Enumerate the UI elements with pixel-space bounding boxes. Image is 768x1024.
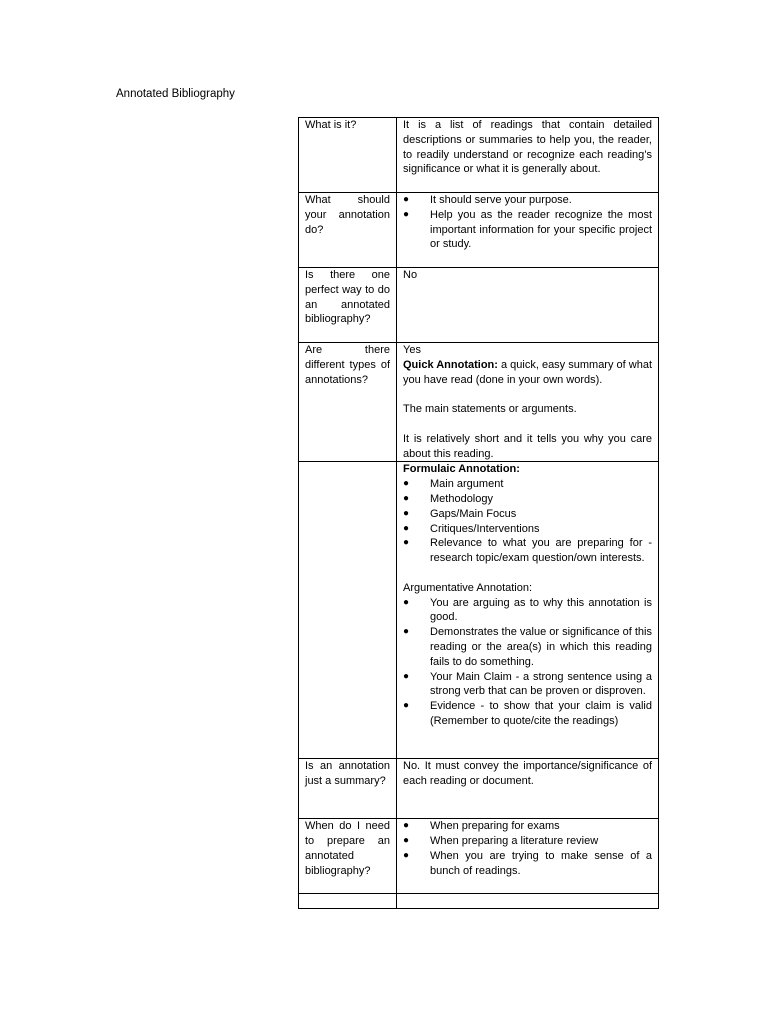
quick-annotation-label: Quick Annotation:: [403, 358, 498, 371]
answer-cell: [397, 894, 659, 909]
question-cell: [299, 462, 397, 759]
list-item: ● Demonstrates the value or significance of this reading or the area(s) in which this reading fails to do something.: [403, 625, 652, 669]
answer-cell: [397, 819, 659, 894]
answer-cell: [397, 462, 659, 759]
question-cell: What is it?: [299, 118, 397, 193]
bullet-list: [403, 193, 652, 252]
answer-cell: It is a list of readings that contain detailed descriptions or summaries to help you, the reader, to readily understand or recognize each reading’s significance or what it is generally about.: [397, 118, 659, 193]
list-item: ● When you are trying to make sense of a bunch of readings.: [403, 849, 652, 879]
question-cell: When do I need to prepare an annotated bibliography?: [299, 819, 397, 894]
annotation-table: [298, 117, 659, 909]
table-row: [299, 759, 659, 819]
table-row: [299, 118, 659, 193]
answer-text: It is relatively short and it tells you why you care about this reading.: [403, 432, 652, 460]
table-row: [299, 819, 659, 894]
list-item: ● When preparing a literature review: [403, 834, 652, 849]
question-cell: [299, 894, 397, 909]
answer-cell: [397, 343, 659, 462]
formulaic-heading: Formulaic Annotation:: [403, 463, 520, 476]
question-cell: Are there different types of annotations?: [299, 343, 397, 462]
table-row: [299, 193, 659, 268]
table-row: [299, 894, 659, 909]
answer-text: Yes: [403, 344, 421, 356]
list-item: ● You are arguing as to why this annotation is good.: [403, 596, 652, 626]
list-item: ● When preparing for exams: [403, 819, 652, 834]
quick-annotation-text: a quick, easy summary of what you have read (done in your own words).: [403, 358, 652, 386]
bullet-list: [403, 477, 652, 566]
list-item: ● Methodology: [403, 492, 652, 507]
list-item: ● Help you as the reader recognize the most important information for your specific project or study.: [403, 208, 652, 252]
bullet-list: [403, 596, 652, 729]
list-item: ● Your Main Claim - a strong sentence using a strong verb that can be proven or disproven.: [403, 670, 652, 700]
list-item: ● Gaps/Main Focus: [403, 507, 652, 522]
list-item: ● Critiques/Interventions: [403, 522, 652, 537]
list-item: ● Evidence - to show that your claim is valid (Remember to quote/cite the readings): [403, 699, 652, 729]
answer-cell: No. It must convey the importance/significance of each reading or document.: [397, 759, 659, 819]
question-cell: Is there one perfect way to do an annotated bibliography?: [299, 268, 397, 343]
answer-text: The main statements or arguments.: [403, 403, 577, 416]
answer-cell: No: [397, 268, 659, 343]
answer-cell: [397, 193, 659, 268]
table-row: [299, 343, 659, 462]
document-title: Annotated Bibliography: [116, 88, 235, 100]
answer-text: [403, 358, 652, 388]
question-cell: Is an annotation just a summary?: [299, 759, 397, 819]
argumentative-heading: Argumentative Annotation:: [403, 581, 533, 594]
list-item: ● Relevance to what you are preparing for - research topic/exam question/own interests.: [403, 536, 652, 566]
bullet-list: [403, 819, 652, 878]
list-item: ● Main argument: [403, 477, 652, 492]
table-row: [299, 462, 659, 759]
table-row: [299, 268, 659, 343]
question-cell: What should your annotation do?: [299, 193, 397, 268]
list-item: ● It should serve your purpose.: [403, 193, 652, 208]
